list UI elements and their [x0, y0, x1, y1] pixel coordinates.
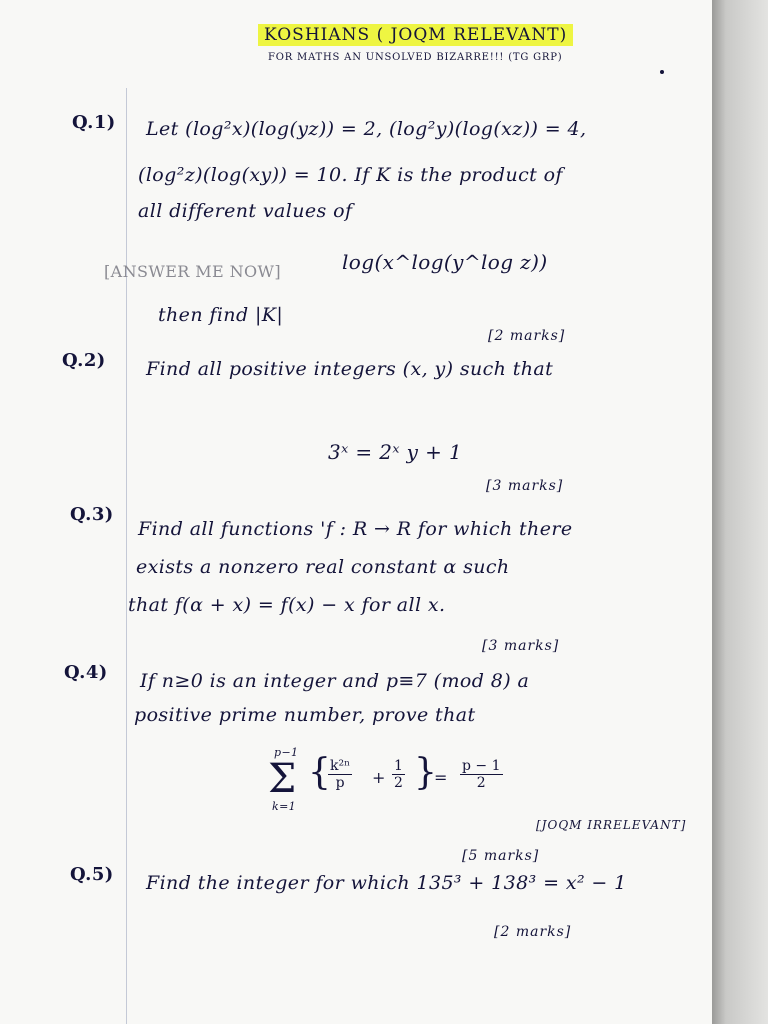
question-4-line-2: positive prime number, prove that	[134, 704, 476, 726]
margin-rule	[126, 88, 127, 1024]
question-3-marks: [3 marks]	[482, 638, 560, 654]
question-1-line-2: (log²z)(log(xy)) = 10. If K is the product of	[138, 164, 563, 186]
question-1-number: Q.1)	[72, 112, 116, 133]
question-2-formula: 3ˣ = 2ˣ y + 1	[328, 440, 463, 464]
question-3-line-1: Find all functions 'f : R → R for which there	[138, 518, 573, 540]
question-1-formula: log(x^log(y^log z))	[342, 250, 548, 274]
fraction-2-numerator: 1	[394, 758, 403, 774]
question-2-line-1: Find all positive integers (x, y) such that	[146, 358, 554, 380]
question-2-marks: [3 marks]	[486, 478, 564, 494]
fraction-k-over-p	[328, 758, 352, 791]
sum-upper-limit: p−1	[274, 746, 299, 759]
right-brace: }	[414, 752, 437, 793]
question-4-line-1: If n≥0 is an integer and p≡7 (mod 8) a	[140, 670, 530, 692]
question-4-summation	[268, 746, 528, 813]
fraction-2-denominator: 2	[394, 775, 403, 791]
question-4-marks: [5 marks]	[462, 848, 540, 864]
question-2-number: Q.2)	[62, 350, 106, 371]
sum-lower-limit: k=1	[272, 800, 297, 813]
question-5-number: Q.5)	[70, 864, 114, 885]
question-4-tag: [JOQM IRRELEVANT]	[536, 818, 687, 832]
question-3-line-2: exists a nonzero real constant α such	[136, 556, 510, 578]
plus-sign: +	[372, 768, 386, 787]
page-title: KOSHIANS ( JOQM RELEVANT)	[258, 24, 573, 46]
ink-dot	[660, 70, 664, 74]
question-1-marks: [2 marks]	[488, 328, 566, 344]
question-3-number: Q.3)	[70, 504, 114, 525]
question-3-line-3: that f(α + x) = f(x) − x for all x.	[128, 594, 446, 616]
sigma-symbol: Σ	[268, 756, 297, 802]
rhs-denominator: 2	[476, 775, 486, 791]
question-5-marks: [2 marks]	[494, 924, 572, 940]
equals-sign: =	[434, 768, 448, 787]
page-subtitle: FOR MATHS AN UNSOLVED BIZARRE!!! (TG GRP)	[268, 52, 563, 63]
question-4-number: Q.4)	[64, 662, 108, 683]
fraction-rhs	[460, 758, 503, 791]
fraction-one-half	[392, 758, 405, 791]
question-1-faint-text: [ANSWER ME NOW]	[104, 262, 281, 281]
fraction-1-numerator: k²ⁿ	[330, 758, 351, 774]
page-edge-shadow	[712, 0, 768, 1024]
question-1-line-1: Let (log²x)(log(yz)) = 2, (log²y)(log(xz)) = 4,	[146, 118, 587, 140]
rhs-numerator: p − 1	[462, 758, 501, 774]
left-brace: {	[308, 752, 331, 793]
fraction-1-denominator: p	[335, 775, 345, 791]
question-5-line-1: Find the integer for which 135³ + 138³ = x² − 1	[146, 872, 627, 894]
question-1-line-3: all different values of	[138, 200, 353, 222]
question-1-closing: then find |K|	[158, 304, 284, 326]
